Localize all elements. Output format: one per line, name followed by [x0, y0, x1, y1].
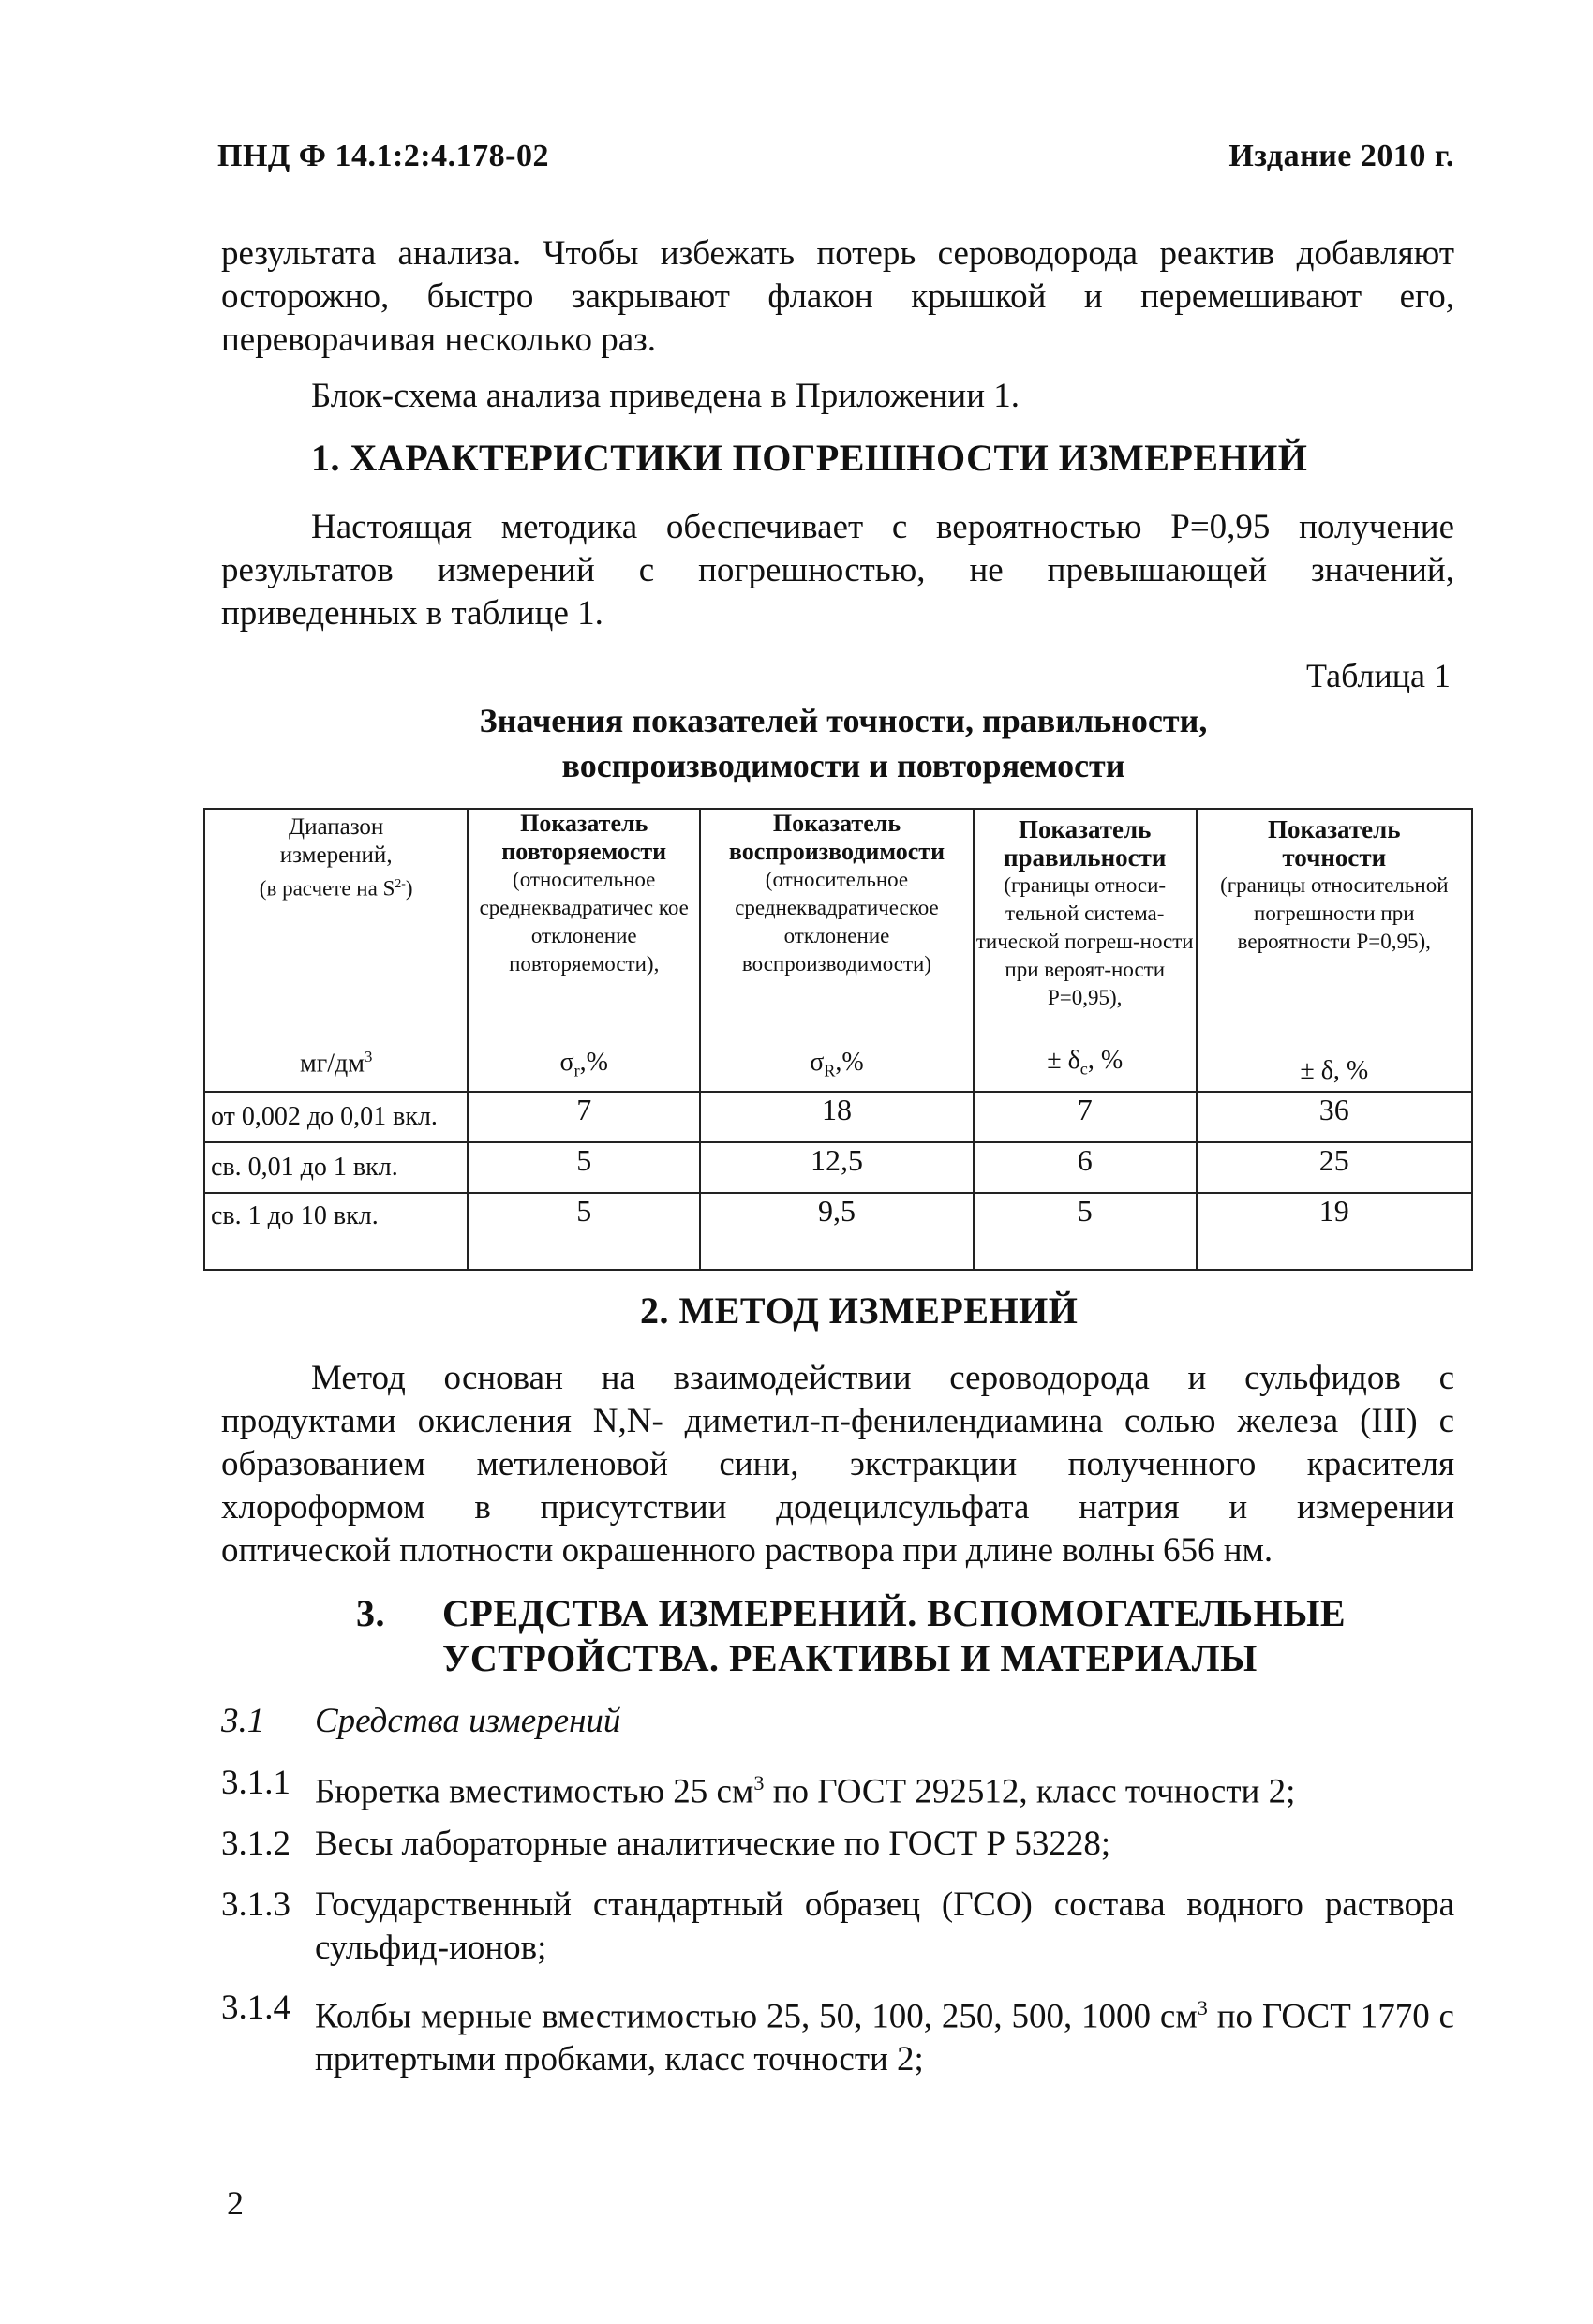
item-text: Государственный стандартный образец (ГСО) состава водного раствора сульфид-ионов; — [315, 1885, 1454, 1967]
intro-line: результата анализа. Чтобы избежать потерь сероводорода реактив добавляют — [221, 234, 1454, 273]
item-text-b: по ГОСТ 1770 с притертыми пробками, класс точности 2; — [315, 1997, 1454, 2079]
sigma-symbol: σ — [559, 1048, 574, 1078]
section2-line: хлороформом в присутствии додецилсульфата натрия и измерении — [221, 1488, 1454, 1527]
section1-line: результатов измерений с погрешностью, не превышающей значений, — [221, 551, 1454, 589]
item-number: 3.1.2 — [221, 1825, 290, 1863]
table-title — [375, 698, 1312, 788]
item-number: 3.1.1 — [221, 1764, 290, 1802]
sigma-sub: r — [573, 1062, 580, 1080]
unit-suffix: ,% — [579, 1048, 608, 1078]
header-reproducibility-unit — [701, 1049, 973, 1085]
cell-trueness: 6 — [974, 1142, 1197, 1193]
cell-reproducibility: 18 — [700, 1092, 974, 1142]
unit-sup: 3 — [364, 1047, 373, 1065]
edition-label: Издание 2010 г. — [1228, 139, 1454, 173]
section1-line: Настоящая методика обеспечивает с вероятностью Р=0,95 получение — [311, 508, 1454, 546]
section2-line: оптической плотности окрашенного раствора при длине волны 656 нм. — [221, 1531, 1273, 1570]
header-reproducibility-title: Показатель — [772, 810, 901, 837]
item-text-a: Бюретка вместимостью 25 см — [315, 1772, 754, 1811]
header-range-title: Диапазон — [289, 814, 384, 840]
cell-reproducibility: 9,5 — [700, 1193, 974, 1270]
cell-accuracy: 36 — [1197, 1092, 1472, 1142]
section1-heading: 1. ХАРАКТЕРИСТИКИ ПОГРЕШНОСТИ ИЗМЕРЕНИЙ — [311, 437, 1308, 479]
list-item — [221, 1823, 1454, 1866]
header-range-basis — [205, 870, 467, 903]
header-repeatability-unit — [469, 1049, 699, 1085]
header-repeatability — [468, 809, 700, 1092]
header-trueness — [974, 809, 1197, 1092]
table-header-row — [204, 809, 1472, 1092]
delta-symbol: ± δ — [1047, 1046, 1080, 1076]
item-sup: 3 — [753, 1771, 765, 1795]
intro-line: переворачивая несколько раз. — [221, 320, 657, 359]
header-range — [204, 809, 468, 1092]
cell-reproducibility: 12,5 — [700, 1142, 974, 1193]
intro-line: осторожно, быстро закрывают флакон крышкой и перемешивают его, — [221, 277, 1454, 316]
basis-text: (в расчете на S — [259, 876, 395, 901]
cell-range: св. 0,01 до 1 вкл. — [204, 1142, 468, 1193]
cell-trueness: 5 — [974, 1193, 1197, 1270]
header-reproducibility — [700, 809, 974, 1092]
table-title-line: Значения показателей точности, правильности, — [479, 702, 1208, 739]
list-item — [221, 1762, 1454, 1813]
cell-range: от 0,002 до 0,01 вкл. — [204, 1092, 468, 1142]
unit-suffix: ,% — [835, 1048, 864, 1078]
section1-line: приведенных в таблице 1. — [221, 594, 603, 633]
header-accuracy-unit: ± δ, % — [1300, 1056, 1369, 1085]
header-repeatability-title: Показатель — [520, 810, 648, 837]
subsection-number: 3.1 — [221, 1702, 265, 1740]
table-title-line: воспроизводимости и повторяемости — [561, 747, 1125, 784]
cell-repeatability: 5 — [468, 1193, 700, 1270]
list-item — [221, 1884, 1454, 1970]
header-repeatability-title2: повторяемости — [501, 838, 667, 865]
section3-number: 3. — [356, 1592, 385, 1634]
header-reproducibility-desc: (относительное среднеквадратическое отклонение воспроизводимости) — [735, 868, 939, 976]
header-trueness-desc: (границы относи-тельной система-тической погреш-ности при вероят-ности Р=0,95), — [975, 873, 1194, 1009]
block-scheme-note: Блок-схема анализа приведена в Приложении 1. — [311, 377, 1020, 415]
cell-trueness: 7 — [974, 1092, 1197, 1142]
sigma-sub: R — [824, 1062, 836, 1080]
item-sup: 3 — [1197, 1996, 1208, 2019]
header-reproducibility-title2: воспроизводимости — [728, 838, 945, 865]
section2-line: Метод основан на взаимодействии сероводорода и сульфидов с — [311, 1359, 1454, 1397]
table-caption: Таблица 1 — [1306, 657, 1451, 694]
sigma-symbol: σ — [810, 1048, 825, 1078]
header-accuracy-title: Показатель — [1268, 815, 1401, 843]
header-range-title2: измерений, — [279, 842, 393, 868]
section2-line: продуктами окисления N,N- диметил-п-фенилендиамина солью железа (III) с — [221, 1402, 1454, 1440]
page-number: 2 — [227, 2184, 244, 2222]
item-number: 3.1.4 — [221, 1989, 290, 2027]
header-trueness-title2: правильности — [1003, 843, 1167, 872]
item-text — [315, 1762, 1454, 1813]
table-row — [204, 1193, 1472, 1270]
header-accuracy-title2: точности — [1282, 843, 1387, 872]
cell-accuracy: 25 — [1197, 1142, 1472, 1193]
section2-heading: 2. МЕТОД ИЗМЕРЕНИЙ — [640, 1289, 1079, 1332]
table-row — [204, 1092, 1472, 1142]
unit-text: мг/дм — [300, 1049, 365, 1078]
section3-heading-line1: СРЕДСТВА ИЗМЕРЕНИЙ. ВСПОМОГАТЕЛЬНЫЕ — [442, 1592, 1347, 1634]
accuracy-table — [203, 808, 1473, 1271]
delta-sub: с — [1079, 1060, 1088, 1079]
section2-line: образованием метиленовой сини, экстракции полученного красителя — [221, 1445, 1454, 1483]
item-text-b: по ГОСТ 292512, класс точности 2; — [764, 1772, 1296, 1811]
intro-paragraph — [221, 232, 1454, 362]
item-text: Весы лабораторные аналитические по ГОСТ Р 53228; — [315, 1825, 1111, 1863]
basis-sup: 2- — [395, 876, 406, 890]
section3-heading-line2: УСТРОЙСТВА. РЕАКТИВЫ И МАТЕРИАЛЫ — [442, 1637, 1258, 1679]
header-trueness-title: Показатель — [1018, 815, 1152, 843]
cell-range: св. 1 до 10 вкл. — [204, 1193, 468, 1270]
table-row — [204, 1142, 1472, 1193]
header-range-unit — [205, 1043, 467, 1078]
list-item — [221, 1987, 1454, 2081]
cell-repeatability: 7 — [468, 1092, 700, 1142]
cell-accuracy: 19 — [1197, 1193, 1472, 1270]
section2-paragraph — [221, 1357, 1454, 1572]
item-text-a: Колбы мерные вместимостью 25, 50, 100, 250, 500, 1000 см — [315, 1997, 1198, 2036]
unit-suffix: , % — [1087, 1046, 1124, 1076]
basis-end: ) — [405, 876, 413, 901]
cell-repeatability: 5 — [468, 1142, 700, 1193]
item-number: 3.1.3 — [221, 1885, 290, 1924]
section1-paragraph — [221, 506, 1454, 635]
header-repeatability-desc: (относительное среднеквадратичес кое отклонение повторяемости), — [479, 868, 689, 976]
document-code: ПНД Ф 14.1:2:4.178-02 — [217, 139, 549, 173]
item-text — [315, 1987, 1454, 2081]
header-accuracy — [1197, 809, 1472, 1092]
header-trueness-unit — [975, 1047, 1196, 1083]
header-accuracy-desc: (границы относительной погрешности при вероятности Р=0,95), — [1220, 873, 1449, 953]
subsection-title: Средства измерений — [315, 1702, 621, 1740]
